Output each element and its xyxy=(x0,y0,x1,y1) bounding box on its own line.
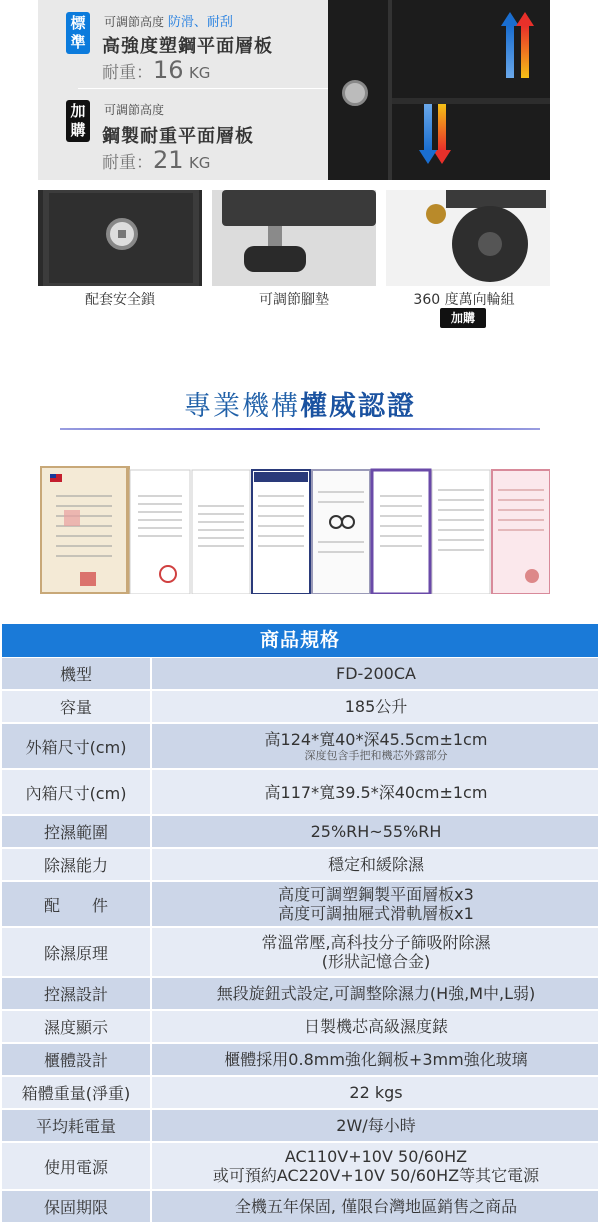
shelf-title: 鋼製耐重平面層板 xyxy=(102,126,254,147)
shelf-subtitle xyxy=(104,101,164,118)
spec-label: 控濕範圍 xyxy=(2,816,152,847)
spec-label: 櫃體設計 xyxy=(2,1044,152,1075)
adjustable-foot-photo xyxy=(212,190,376,286)
spec-label: 外箱尺寸(cm) xyxy=(2,724,152,768)
spec-label: 保固期限 xyxy=(2,1191,152,1222)
table-row xyxy=(2,1143,598,1191)
spec-label: 使用電源 xyxy=(2,1143,152,1189)
spec-label: 配 件 xyxy=(2,882,152,926)
table-row xyxy=(2,1044,598,1077)
lock-icon xyxy=(38,190,202,286)
shelf-comparison-banner xyxy=(38,0,550,180)
addon-badge: 加購 xyxy=(66,100,90,142)
spec-value-cell xyxy=(154,1011,598,1042)
load-unit: KG xyxy=(188,154,211,172)
cert-title-normal: 專業機構 xyxy=(184,391,300,422)
spec-label: 容量 xyxy=(2,691,152,722)
spec-value-cell xyxy=(154,978,598,1009)
spec-label: 箱體重量(淨重) xyxy=(2,1077,152,1108)
arrow-down-icon xyxy=(438,104,446,164)
spec-value-cell xyxy=(154,1110,598,1141)
spec-value-cell xyxy=(154,658,598,689)
spec-value-cell xyxy=(154,770,598,814)
shelf-subtitle-text: 可調節高度 xyxy=(104,15,165,29)
shelf-load xyxy=(102,146,210,174)
spec-value: 常溫常壓,高科技分子篩吸附除濕 xyxy=(261,933,491,952)
spec-label: 內箱尺寸(cm) xyxy=(2,770,152,814)
cabinet-shelf xyxy=(392,98,550,104)
shelf-subtitle-text: 可調節高度 xyxy=(104,103,165,117)
arrow-down-icon xyxy=(424,104,432,164)
certificate-gallery xyxy=(40,466,550,594)
spec-label: 平均耗電量 xyxy=(2,1110,152,1141)
spec-label: 除濕能力 xyxy=(2,849,152,880)
load-value: 21 xyxy=(153,146,184,174)
load-label: 耐重： xyxy=(102,153,153,173)
table-row xyxy=(2,691,598,724)
adjustable-foot-icon xyxy=(212,190,376,286)
spec-value-cell xyxy=(154,1044,598,1075)
table-row xyxy=(2,978,598,1011)
arrow-up-icon xyxy=(506,12,514,78)
spec-value: 高124*寬40*深45.5cm±1cm xyxy=(264,729,488,749)
shelf-title: 高強度塑鋼平面層板 xyxy=(102,36,273,57)
spec-label: 濕度顯示 xyxy=(2,1011,152,1042)
table-row xyxy=(2,882,598,928)
certification-heading xyxy=(0,384,600,423)
spec-value: 高117*寬39.5*深40cm±1cm xyxy=(264,782,488,802)
accessory-label-lock: 配套安全鎖 xyxy=(85,292,155,308)
shelf-load xyxy=(102,56,210,84)
spec-value-cell xyxy=(154,1191,598,1222)
spec-note: 深度包含手把和機芯外露部分 xyxy=(304,748,448,762)
spec-table-title: 商品規格 xyxy=(2,624,598,657)
spec-value-cell xyxy=(154,691,598,722)
spec-value: 25%RH~55%RH xyxy=(310,822,442,841)
spec-label: 機型 xyxy=(2,658,152,689)
spec-value: AC110V+10V 50/60HZ xyxy=(284,1147,468,1166)
spec-value: 185公升 xyxy=(344,697,408,716)
table-row xyxy=(2,1191,598,1224)
heading-underline xyxy=(60,428,540,430)
addon-tag: 加購 xyxy=(440,308,486,328)
spec-value: 櫃體採用0.8mm強化鋼板+3mm強化玻璃 xyxy=(224,1050,528,1069)
table-row xyxy=(2,770,598,816)
load-label: 耐重： xyxy=(102,63,153,83)
arrow-up-icon xyxy=(521,12,529,78)
certificates-icon xyxy=(40,466,550,594)
spec-value-cell xyxy=(154,1143,598,1189)
table-row xyxy=(2,1110,598,1143)
table-row xyxy=(2,849,598,882)
cabinet-frame xyxy=(388,0,392,180)
spec-value-cell xyxy=(154,849,598,880)
spec-value: 無段旋鈕式設定,可調整除濕力(H強,M中,L弱) xyxy=(216,984,536,1003)
shelf-subtitle-highlight: 防滑、耐刮 xyxy=(167,15,233,30)
spec-label: 控濕設計 xyxy=(2,978,152,1009)
spec-value-line2: 高度可調抽屜式滑軌層板x1 xyxy=(278,904,474,923)
load-unit: KG xyxy=(188,64,211,82)
spec-value: 穩定和緩除濕 xyxy=(327,855,424,874)
spec-value-cell xyxy=(154,724,598,768)
shelf-subtitle xyxy=(104,11,233,30)
accessory-label-wheel: 360 度萬向輪組 xyxy=(413,292,515,308)
spec-value: 高度可調塑鋼製平面層板x3 xyxy=(278,885,474,904)
spec-value-cell xyxy=(154,882,598,926)
standard-badge: 標準 xyxy=(66,12,90,54)
table-row xyxy=(2,1077,598,1110)
table-row xyxy=(2,658,598,691)
spec-value: 2W/每小時 xyxy=(336,1116,416,1135)
spec-value-line2: (形狀記憶合金) xyxy=(321,952,431,971)
spec-value: 全機五年保固, 僅限台灣地區銷售之商品 xyxy=(234,1197,518,1216)
load-value: 16 xyxy=(153,56,184,84)
spec-value-cell xyxy=(154,816,598,847)
cabinet-photo xyxy=(328,0,550,180)
addon-shelf-info xyxy=(38,90,328,180)
spec-value: FD-200CA xyxy=(336,664,416,683)
spec-value: 日製機芯高級濕度錶 xyxy=(303,1017,448,1036)
table-row xyxy=(2,928,598,978)
lock-icon xyxy=(342,80,368,106)
security-lock-photo xyxy=(38,190,202,286)
accessory-label-foot: 可調節腳墊 xyxy=(259,292,329,308)
cert-title-bold: 權威認證 xyxy=(300,391,416,422)
standard-shelf-info xyxy=(38,0,328,88)
divider xyxy=(78,88,328,89)
table-row xyxy=(2,724,598,770)
spec-value: 22 kgs xyxy=(349,1083,403,1102)
table-row xyxy=(2,1011,598,1044)
table-row xyxy=(2,816,598,849)
spec-value-line2: 或可預約AC220V+10V 50/60HZ等其它電源 xyxy=(212,1166,540,1185)
spec-value-cell xyxy=(154,928,598,976)
caster-wheel-icon xyxy=(386,190,550,286)
caster-wheel-photo xyxy=(386,190,550,286)
spec-label: 除濕原理 xyxy=(2,928,152,976)
spec-value-cell xyxy=(154,1077,598,1108)
